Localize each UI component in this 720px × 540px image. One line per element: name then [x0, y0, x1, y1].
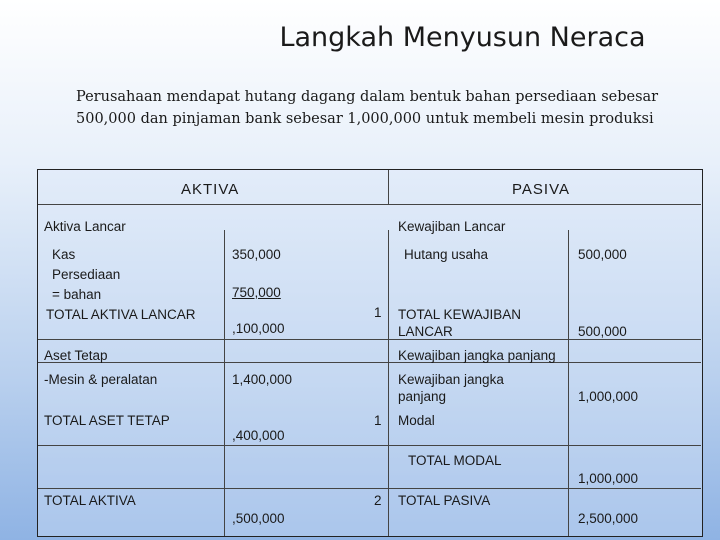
description-line-1: Perusahaan mendapat hutang dagang dalam bentuk bahan persediaan sebesar [76, 89, 659, 105]
persediaan-label: Persediaan [52, 267, 121, 282]
total-aset-tetap-value: ,400,000 [232, 428, 285, 443]
persediaan-value: 750,000 [232, 285, 281, 300]
total-aktiva-lancar-value-prefix: 1 [374, 305, 382, 320]
total-kewajiban-lancar-label-2: LANCAR [398, 324, 453, 339]
description-line-2: 500,000 dan pinjaman bank sebesar 1,000,000 untuk membeli mesin produksi [76, 111, 654, 127]
aktiva-lancar-label: Aktiva Lancar [44, 219, 126, 234]
header-column-divider [388, 170, 389, 204]
balance-sheet-table [37, 169, 703, 537]
problem-description [76, 86, 696, 130]
pasiva-value-column-line [568, 230, 569, 536]
row-divider-totals [38, 488, 701, 489]
hutang-usaha-label: Hutang usaha [404, 247, 489, 262]
total-kewajiban-lancar-label-1: TOTAL KEWAJIBAN [398, 307, 522, 322]
mesin-label: -Mesin & peralatan [44, 372, 158, 387]
kjp-value: 1,000,000 [578, 389, 639, 404]
kewajiban-jangka-panjang-label: Kewajiban jangka panjang [398, 348, 556, 363]
kewajiban-lancar-label: Kewajiban Lancar [398, 219, 506, 234]
kjp-item-label-2: panjang [398, 389, 447, 404]
total-modal-label: TOTAL MODAL [408, 453, 502, 468]
total-aset-tetap-value-prefix: 1 [374, 413, 382, 428]
total-aktiva-value: ,500,000 [232, 511, 285, 526]
total-aktiva-lancar-label: TOTAL AKTIVA LANCAR [46, 307, 196, 322]
slide-title: Langkah Menyusun Neraca [279, 22, 646, 53]
total-modal-value: 1,000,000 [578, 471, 639, 486]
total-pasiva-value: 2,500,000 [578, 511, 639, 526]
total-aktiva-label: TOTAL AKTIVA [44, 493, 136, 508]
total-aset-tetap-label: TOTAL ASET TETAP [44, 413, 170, 428]
kjp-item-label-1: Kewajiban jangka [398, 372, 504, 387]
total-aktiva-lancar-value: ,100,000 [232, 321, 285, 336]
aktiva-header: AKTIVA [181, 181, 240, 198]
kas-value: 350,000 [232, 247, 281, 262]
bahan-label: = bahan [52, 287, 102, 302]
middle-column-line [388, 230, 389, 536]
total-aktiva-value-prefix: 2 [374, 493, 382, 508]
aktiva-value-column-line [224, 230, 225, 536]
header-divider [38, 204, 701, 205]
aset-tetap-label: Aset Tetap [44, 348, 108, 363]
mesin-value: 1,400,000 [232, 372, 293, 387]
modal-label: Modal [398, 413, 435, 428]
hutang-usaha-value: 500,000 [578, 247, 627, 262]
kas-label: Kas [52, 247, 76, 262]
row-divider-mesin [38, 362, 701, 363]
pasiva-header: PASIVA [512, 181, 570, 198]
total-kewajiban-lancar-value: 500,000 [578, 324, 627, 339]
row-divider-total-modal [38, 445, 701, 446]
total-pasiva-label: TOTAL PASIVA [398, 493, 491, 508]
